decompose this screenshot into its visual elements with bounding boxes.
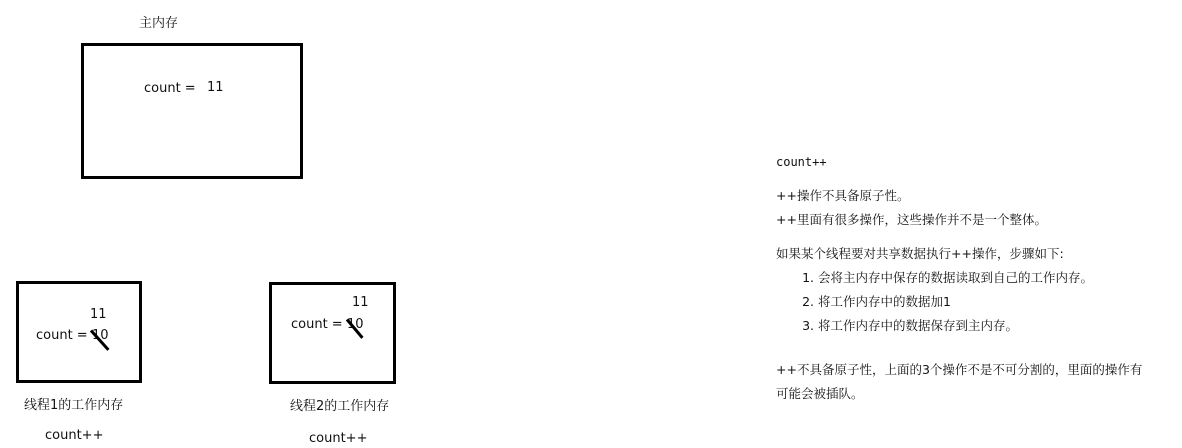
thread1-count-label: count = <box>36 328 88 343</box>
thread1-op: count++ <box>45 428 104 443</box>
notes-heading: count++ <box>776 155 827 169</box>
thread2-op: count++ <box>309 431 368 446</box>
notes-conclusion: ++不具备原子性，上面的3个操作不是不可分割的，里面的操作有可能会被插队。 <box>776 362 1143 401</box>
thread2-caption: 线程2的工作内存 <box>290 399 390 414</box>
notes-steps-list <box>776 266 1176 338</box>
notes-step: 2. 将工作内存中的数据加1 <box>818 290 1176 314</box>
notes-intro: 如果某个线程要对共享数据执行++操作，步骤如下: <box>776 246 1064 261</box>
thread2-count-label: count = <box>291 317 343 332</box>
thread2-memory-box <box>269 282 396 384</box>
main-memory-count-value: 11 <box>207 80 224 95</box>
notes-line-2: ++里面有很多操作，这些操作并不是一个整体。 <box>776 212 1047 227</box>
main-memory-title: 主内存 <box>139 16 179 31</box>
notes-step: 3. 将工作内存中的数据保存到主内存。 <box>818 314 1176 338</box>
notes-panel <box>776 150 1176 406</box>
thread1-old-value: 10 <box>92 328 109 343</box>
thread2-old-value: 10 <box>347 317 364 332</box>
thread1-caption: 线程1的工作内存 <box>24 398 124 413</box>
notes-line-1: ++操作不具备原子性。 <box>776 188 910 203</box>
main-memory-box <box>81 43 303 179</box>
thread1-new-value: 11 <box>90 307 107 322</box>
thread2-new-value: 11 <box>352 295 369 310</box>
notes-step: 1. 会将主内存中保存的数据读取到自己的工作内存。 <box>818 266 1176 290</box>
main-memory-count-label: count = <box>144 81 196 96</box>
